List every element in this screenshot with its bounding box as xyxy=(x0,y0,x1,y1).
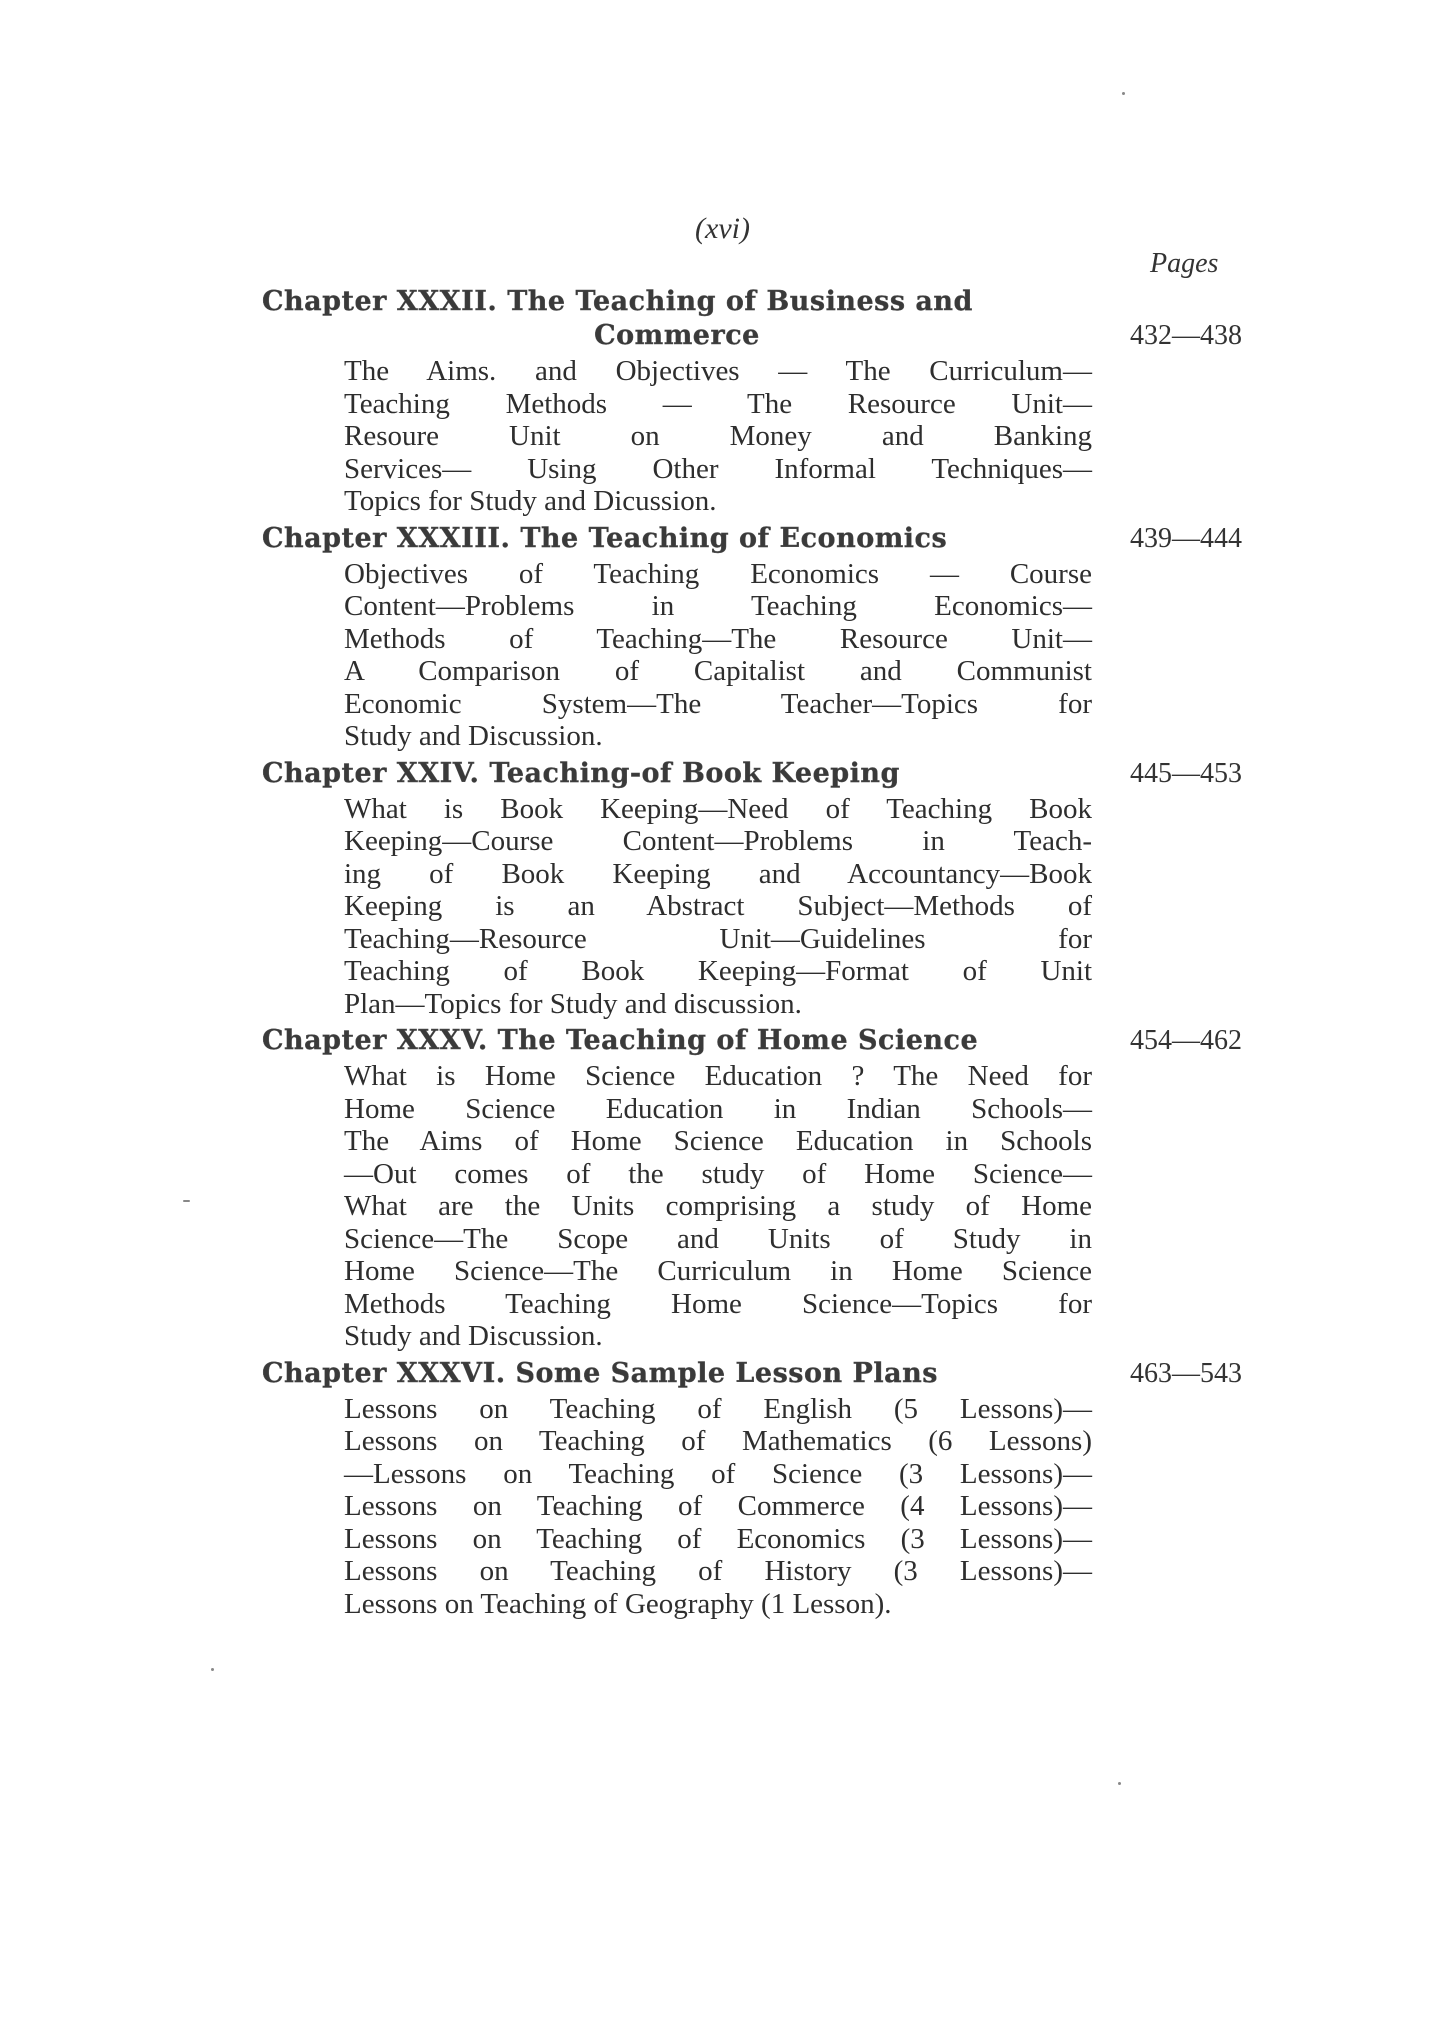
description-line: Lessons on Teaching of Commerce (4 Lessons)— xyxy=(344,1490,1092,1522)
description-line: What is Book Keeping—Need of Teaching Book xyxy=(344,792,1092,825)
chapter-name-continued: Commerce xyxy=(594,320,760,351)
chapter-title xyxy=(262,285,1092,353)
chapter-heading xyxy=(262,285,1242,353)
chapter-name: The Teaching of Economics xyxy=(520,522,948,554)
description-line: The Aims. and Objectives — The Curriculum— xyxy=(344,355,1092,387)
pages-column-header: Pages xyxy=(1150,248,1219,279)
toc-entry xyxy=(262,1024,1242,1353)
description-line: Services— Using Other Informal Techniques— xyxy=(344,452,1092,485)
chapter-page-range: 432—438 xyxy=(1130,320,1242,351)
chapter-name: Teaching-of Book Keeping xyxy=(489,757,900,789)
page-number: (xvi) xyxy=(695,212,750,245)
chapter-label: Chapter XXXIII. xyxy=(262,522,511,554)
chapter-description xyxy=(344,355,1092,518)
description-line: Science—The Scope and Units of Study in xyxy=(344,1222,1092,1255)
description-line: Plan—Topics for Study and discussion. xyxy=(344,987,802,1020)
description-line: Lessons on Teaching of English (5 Lessons)— xyxy=(344,1392,1092,1425)
toc-entry xyxy=(262,1357,1242,1621)
description-line: Teaching Methods — The Resource Unit— xyxy=(344,387,1092,420)
description-line: Teaching of Book Keeping—Format of Unit xyxy=(344,955,1092,987)
description-line: Economic System—The Teacher—Topics for xyxy=(344,687,1092,720)
description-line: Objectives of Teaching Economics — Course xyxy=(344,557,1092,590)
scan-speck xyxy=(211,1668,214,1671)
description-line: What is Home Science Education ? The Need for xyxy=(344,1060,1092,1092)
description-line: What are the Units comprising a study of Home xyxy=(344,1190,1092,1222)
scan-speck xyxy=(183,1200,190,1202)
description-line: Topics for Study and Dicussion. xyxy=(344,485,717,517)
chapter-title xyxy=(262,522,1092,556)
chapter-title xyxy=(262,1357,1092,1391)
chapter-label: Chapter XXIV. xyxy=(262,757,480,789)
description-line: Home Science Education in Indian Schools— xyxy=(344,1092,1092,1125)
description-line: —Out comes of the study of Home Science— xyxy=(344,1157,1092,1190)
description-line: A Comparison of Capitalist and Communist xyxy=(344,655,1092,687)
description-line: Home Science—The Curriculum in Home Science xyxy=(344,1255,1092,1287)
description-line: Lessons on Teaching of Economics (3 Lessons)— xyxy=(344,1522,1092,1555)
description-line: Lessons on Teaching of Geography (1 Lesson). xyxy=(344,1587,892,1620)
description-line: The Aims of Home Science Education in Schools xyxy=(344,1125,1092,1157)
toc-entry xyxy=(262,285,1242,518)
chapter-label: Chapter XXXII. xyxy=(262,286,498,317)
chapter-heading xyxy=(262,1024,1242,1058)
toc-entry xyxy=(262,757,1242,1021)
description-line: Keeping—Course Content—Problems in Teach- xyxy=(344,825,1092,857)
description-line: Teaching—Resource Unit—Guidelines for xyxy=(344,922,1092,955)
description-line: —Lessons on Teaching of Science (3 Lessons)— xyxy=(344,1457,1092,1490)
chapter-page-range: 439—444 xyxy=(1130,522,1242,554)
description-line: Content—Problems in Teaching Economics— xyxy=(344,590,1092,622)
chapter-label: Chapter XXXVI. xyxy=(262,1357,506,1389)
chapter-heading xyxy=(262,1357,1242,1391)
description-line: Methods of Teaching—The Resource Unit— xyxy=(344,622,1092,655)
chapter-page-range: 454—462 xyxy=(1130,1025,1242,1056)
description-line: Study and Discussion. xyxy=(344,720,603,752)
description-line: Study and Discussion. xyxy=(344,1320,603,1352)
description-line: ing of Book Keeping and Accountancy—Book xyxy=(344,857,1092,890)
chapter-description xyxy=(344,558,1092,753)
chapter-name: Some Sample Lesson Plans xyxy=(515,1357,938,1389)
chapter-description xyxy=(344,1060,1092,1353)
chapter-title xyxy=(262,1024,1092,1058)
chapter-heading xyxy=(262,522,1242,556)
chapter-name: The Teaching of Business and xyxy=(507,286,973,317)
chapter-name: The Teaching of Home Science xyxy=(497,1025,979,1056)
description-line: Lessons on Teaching of Mathematics (6 Lessons) xyxy=(344,1425,1092,1457)
toc-entry xyxy=(262,522,1242,753)
table-of-contents xyxy=(262,285,1242,1624)
scan-speck xyxy=(1118,1782,1121,1785)
description-line: Resoure Unit on Money and Banking xyxy=(344,420,1092,452)
chapter-page-range: 463—543 xyxy=(1130,1357,1242,1389)
description-line: Methods Teaching Home Science—Topics for xyxy=(344,1287,1092,1320)
chapter-title xyxy=(262,757,1092,791)
description-line: Lessons on Teaching of History (3 Lessons)— xyxy=(344,1555,1092,1587)
chapter-description xyxy=(344,793,1092,1021)
chapter-label: Chapter XXXV. xyxy=(262,1025,488,1056)
chapter-page-range: 445—453 xyxy=(1130,757,1242,789)
chapter-description xyxy=(344,1393,1092,1621)
chapter-heading xyxy=(262,757,1242,791)
scan-speck xyxy=(1122,92,1125,95)
description-line: Keeping is an Abstract Subject—Methods of xyxy=(344,890,1092,922)
